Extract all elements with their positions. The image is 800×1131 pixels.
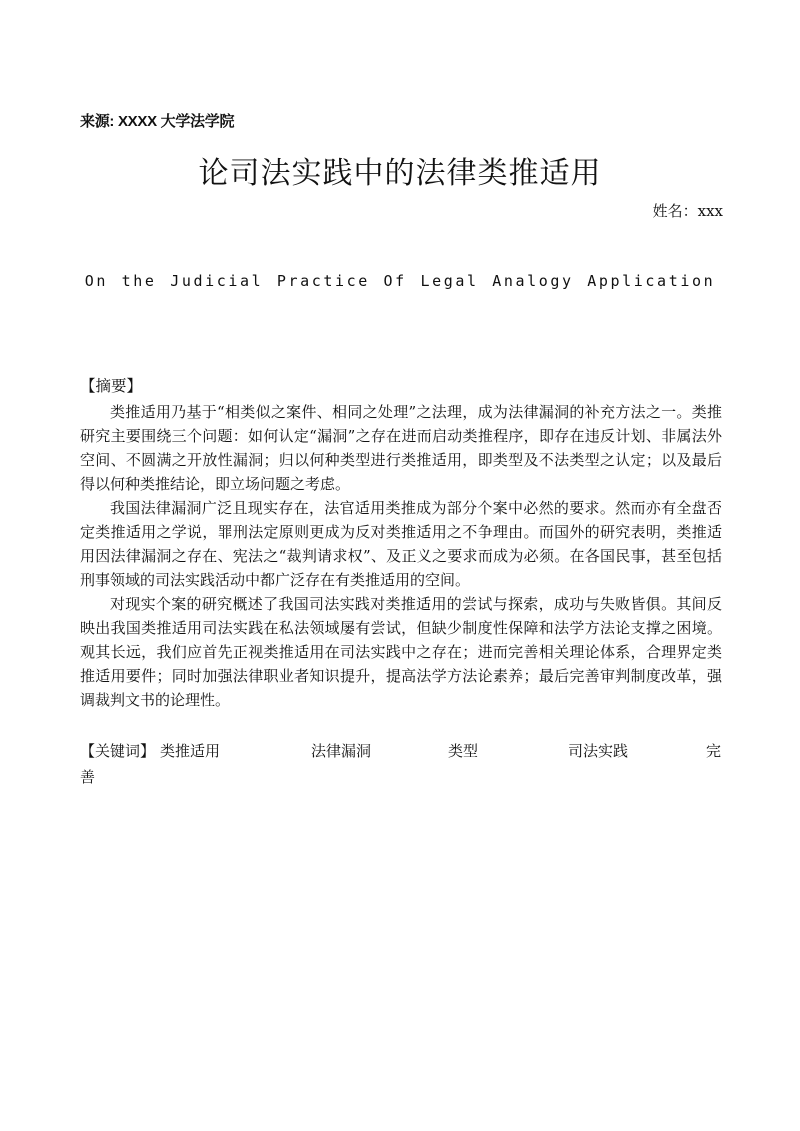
abstract-heading: 【摘要】 (80, 377, 143, 395)
keyword-item: 司法实践 (568, 742, 629, 760)
abstract-paragraph: 对现实个案的研究概述了我国司法实践对类推适用的尝试与探索，成功与失败皆俱。其间反映出我国类推适用司法实践在私法领域屡有尝试，但缺少制度性保障和法学方法论支撑之困境。观其长远，我们应首先正视类推适用在司法实践中之存在；进而完善相关理论体系，合理界定类推适用要件；同时加强法律职业者知识提升，提高法学方法论素养；最后完善审判制度改革，强调裁判文书的论理性。 (80, 595, 722, 709)
page-title: 论司法实践中的法律类推适用 (198, 156, 602, 191)
english-title: On the Judicial Practice Of Legal Analogy Application (84, 272, 716, 290)
keywords-section (80, 738, 722, 790)
source-line: 来源: XXXX 大学法学院 (80, 113, 235, 130)
keyword-item: 法律漏洞 (311, 742, 372, 760)
abstract-paragraph: 类推适用乃基于“相类似之案件、相同之处理”之法理，成为法律漏洞的补充方法之一。类推研究主要围绕三个问题：如何认定“漏洞”之存在进而启动类推程序，即存在违反计划、非属法外空间、不圆满之开放性漏洞；归以何种类型进行类推适用，即类型及不法类型之认定；以及最后得以何种类推结论，即立场问题之考虑。 (80, 403, 722, 493)
abstract-paragraph: 我国法律漏洞广泛且现实存在，法官适用类推成为部分个案中必然的要求。然而亦有全盘否定类推适用之学说，罪刑法定原则更成为反对类推适用之不争理由。而国外的研究表明，类推适用因法律漏洞之存在、宪法之“裁判请求权”、及正义之要求而成为必须。在各国民事，甚至包括刑事领域的司法实践活动中都广泛存在有类推适用的空间。 (80, 499, 722, 589)
keywords-label: 【关键词】 (80, 742, 156, 760)
abstract-body (80, 400, 722, 712)
keyword-item: 完 (706, 742, 722, 760)
keyword-item: 类型 (448, 742, 479, 760)
keyword-item: 善 (80, 768, 96, 786)
keyword-item: 类推适用 (160, 742, 221, 760)
author-name: 姓名：xxx (652, 202, 723, 220)
